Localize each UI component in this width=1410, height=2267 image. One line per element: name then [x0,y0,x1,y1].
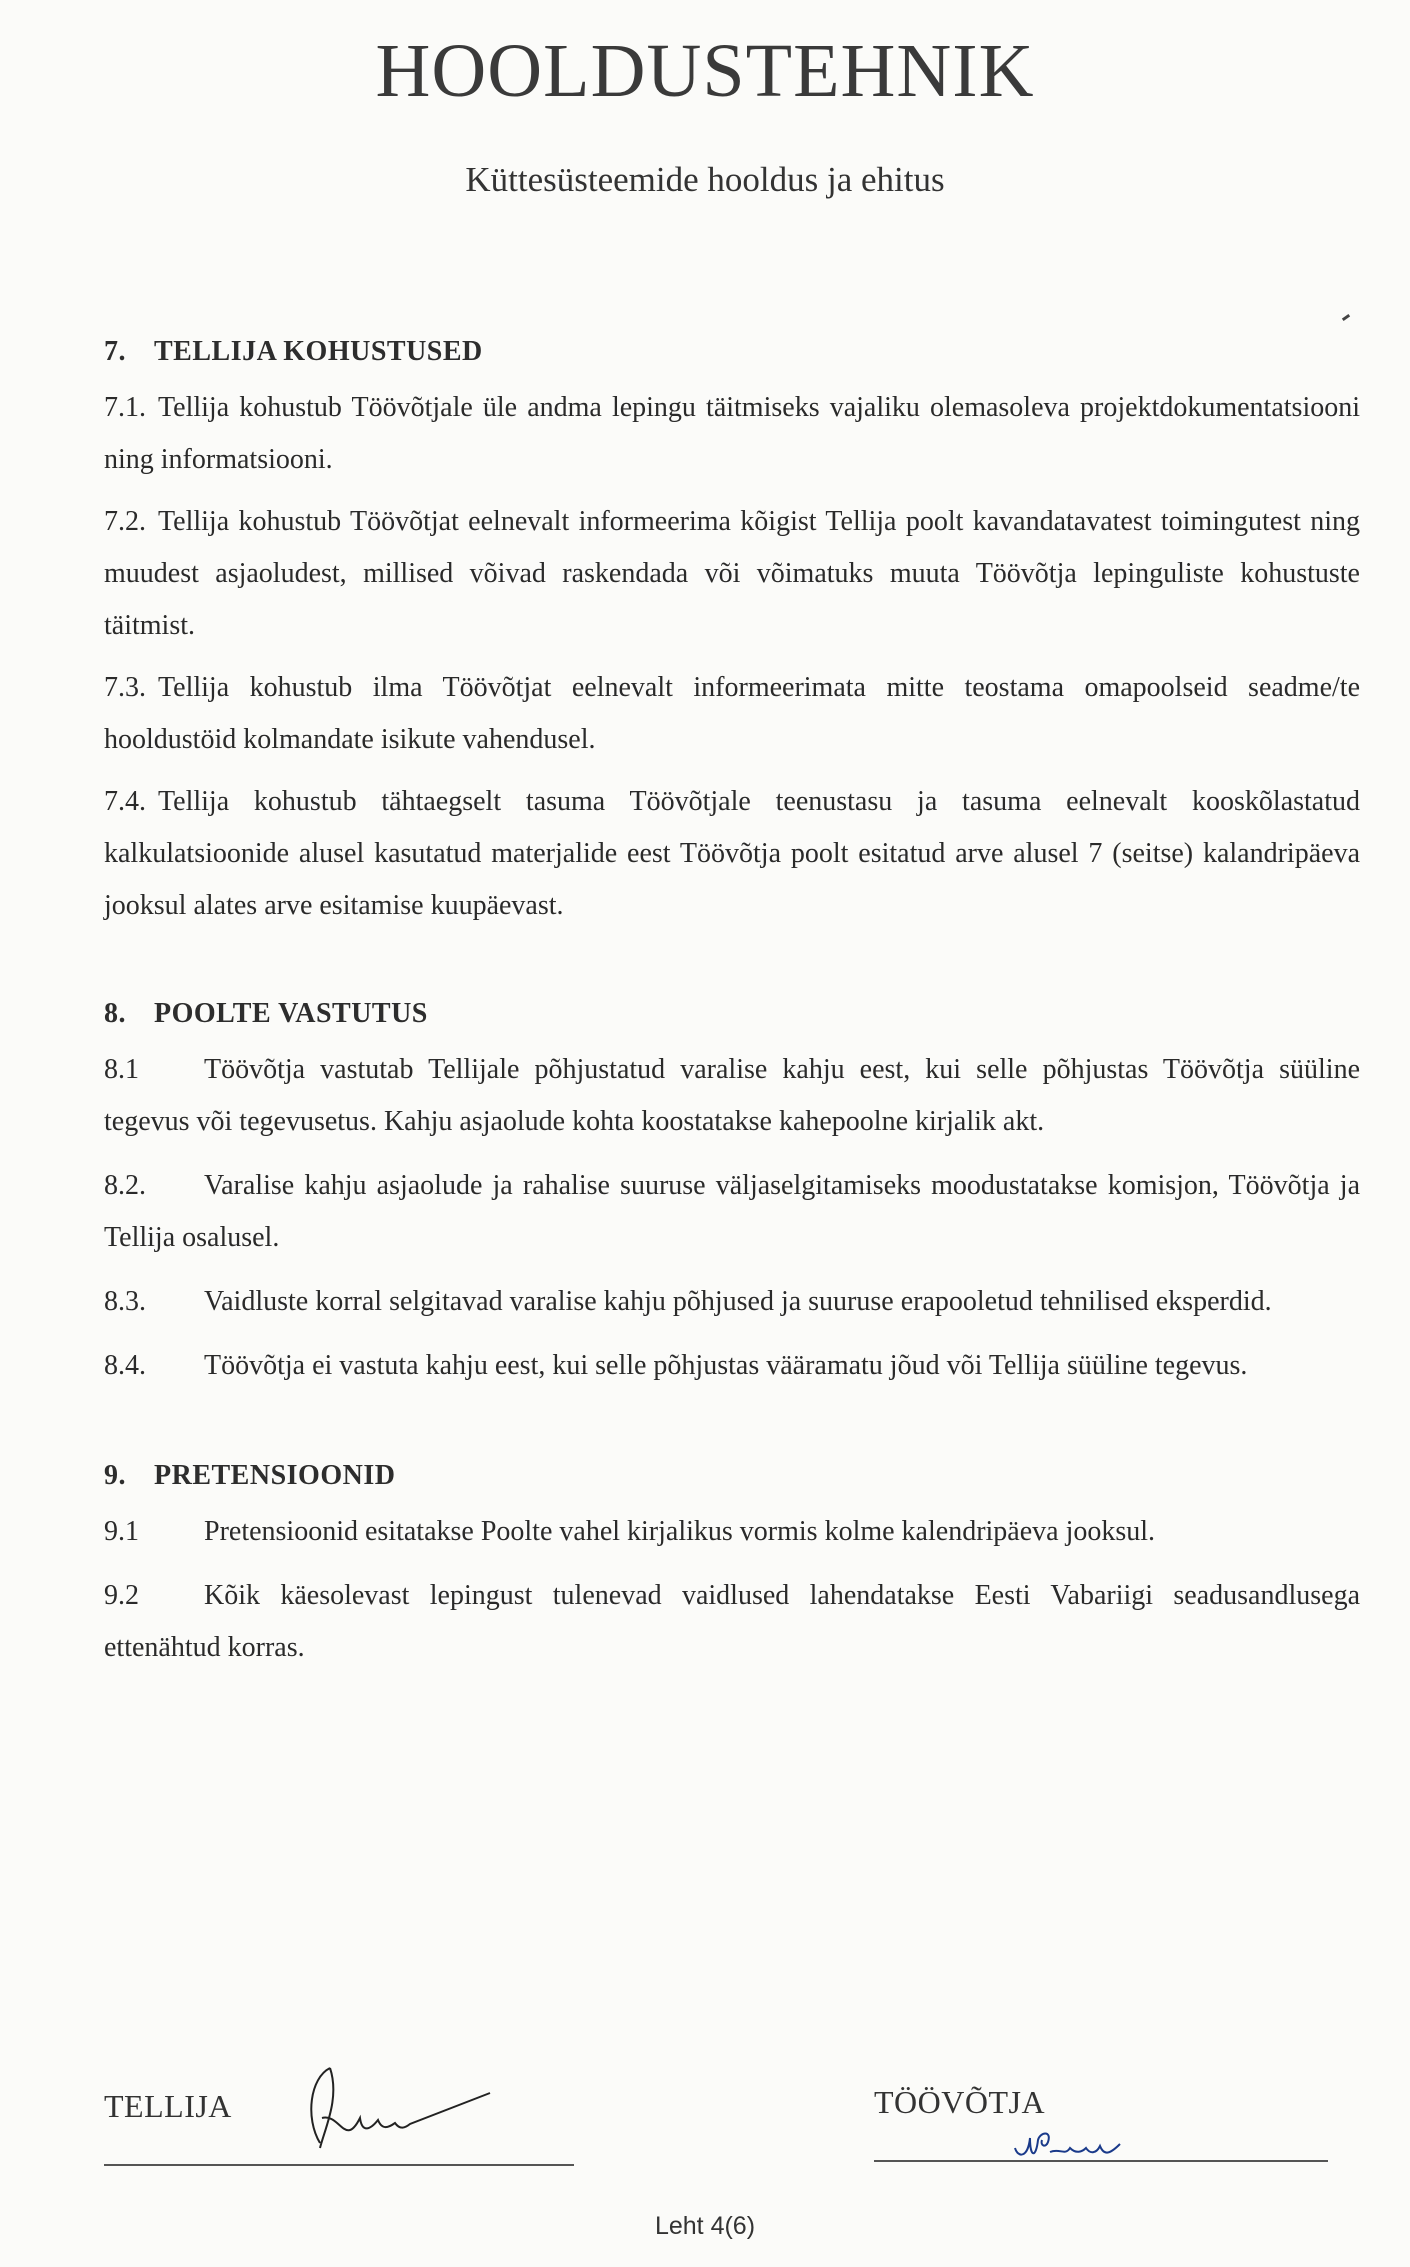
section-7-heading [104,336,1360,368]
clause-number: 7.3. [104,672,146,703]
clause-7-2 [104,496,1360,652]
section-title: PRETENSIOONID [154,1460,396,1491]
clause-8-3 [104,1276,1360,1328]
clause-number: 8.4. [104,1350,146,1381]
clause-text: Tellija kohustub Töövõtjale üle andma lepingu täitmiseks vajaliku olemasoleva projektdokumentatsiooni ning informatsiooni. [104,392,1360,475]
clause-number: 8.2. [104,1170,146,1201]
clause-8-4 [104,1340,1360,1392]
clause-number: 9.2 [104,1580,139,1611]
clause-8-2 [104,1160,1360,1264]
clause-number: 7.2. [104,506,146,537]
clause-text: Pretensioonid esitatakse Poolte vahel kirjalikus vormis kolme kalendripäeva jooksul. [204,1516,1156,1547]
clause-text: Tellija kohustub ilma Töövõtjat eelnevalt informeerimata mitte teostama omapoolseid seadme/te hooldustöid kolmandate isikute vahendusel. [104,672,1360,755]
clause-text: Tellija kohustub tähtaegselt tasuma Töövõtjale teenustasu ja tasuma eelnevalt kooskõlastatud kalkulatsioonide alusel kasutatud materjalide eest Töövõtja poolt esitatud arve alusel 7 (seitse) kalandripäeva jooksul alates arve esitamise kuupäevast. [104,786,1360,921]
clause-text: Vaidluste korral selgitavad varalise kahju põhjused ja suuruse erapooletud tehnilised eksperdid. [204,1286,1272,1317]
clause-7-3 [104,662,1360,766]
clause-number: 7.1. [104,392,146,423]
section-number: 9. [104,1460,126,1491]
section-number: 7. [104,336,126,367]
section-title: POOLTE VASTUTUS [154,998,428,1029]
section-title: TELLIJA KOHUSTUSED [154,336,483,367]
clause-text: Varalise kahju asjaolude ja rahalise suuruse väljaselgitamiseks moodustatakse komisjon, Töövõtja ja Tellija osalusel. [104,1170,1360,1253]
clause-text: Töövõtja vastutab Tellijale põhjustatud varalise kahju eest, kui selle põhjustas Töövõtja süüline tegevus või tegevusetus. Kahju asjaolude kohta koostatakse kahepoolne kirjalik akt. [104,1054,1360,1137]
clause-number: 8.3. [104,1286,146,1317]
clause-9-2 [104,1570,1360,1674]
clause-text: Töövõtja ei vastuta kahju eest, kui selle põhjustas vääramatu jõud või Tellija süüline tegevus. [204,1350,1248,1381]
client-signature-line [104,2164,574,2166]
contractor-signature-label: TÖÖVÕTJA [874,2084,1046,2120]
contract-body [104,336,1360,1686]
clause-number: 7.4. [104,786,146,817]
client-signature [300,2058,500,2168]
company-subtitle: Küttesüsteemide hooldus ja ehitus [465,160,945,199]
section-number: 8. [104,998,126,1029]
section-9-heading [104,1460,1360,1492]
section-8-heading [104,998,1360,1030]
company-name: HOOLDUSTEHNIK [375,29,1035,113]
clause-number: 8.1 [104,1054,139,1085]
clause-9-1 [104,1506,1360,1558]
clause-number: 9.1 [104,1516,139,1547]
clause-text: Tellija kohustub Töövõtjat eelnevalt informeerima kõigist Tellija poolt kavandatavatest toimingutest ning muudest asjaoludest, millised võivad raskendada või võimatuks muuta Töövõtja lepinguliste kohustuste täitmist. [104,506,1360,641]
clause-text: Kõik käesolevast lepingust tulenevad vaidlused lahendatakse Eesti Vabariigi seadusandlusega ettenähtud korras. [104,1580,1360,1663]
client-signature-label: TELLIJA [104,2088,232,2124]
contractor-signature-line [874,2160,1328,2162]
clause-8-1 [104,1044,1360,1148]
clause-7-4 [104,776,1360,932]
scan-mark [1342,314,1350,321]
page-number: Leht 4(6) [654,2212,756,2240]
clause-7-1 [104,382,1360,486]
